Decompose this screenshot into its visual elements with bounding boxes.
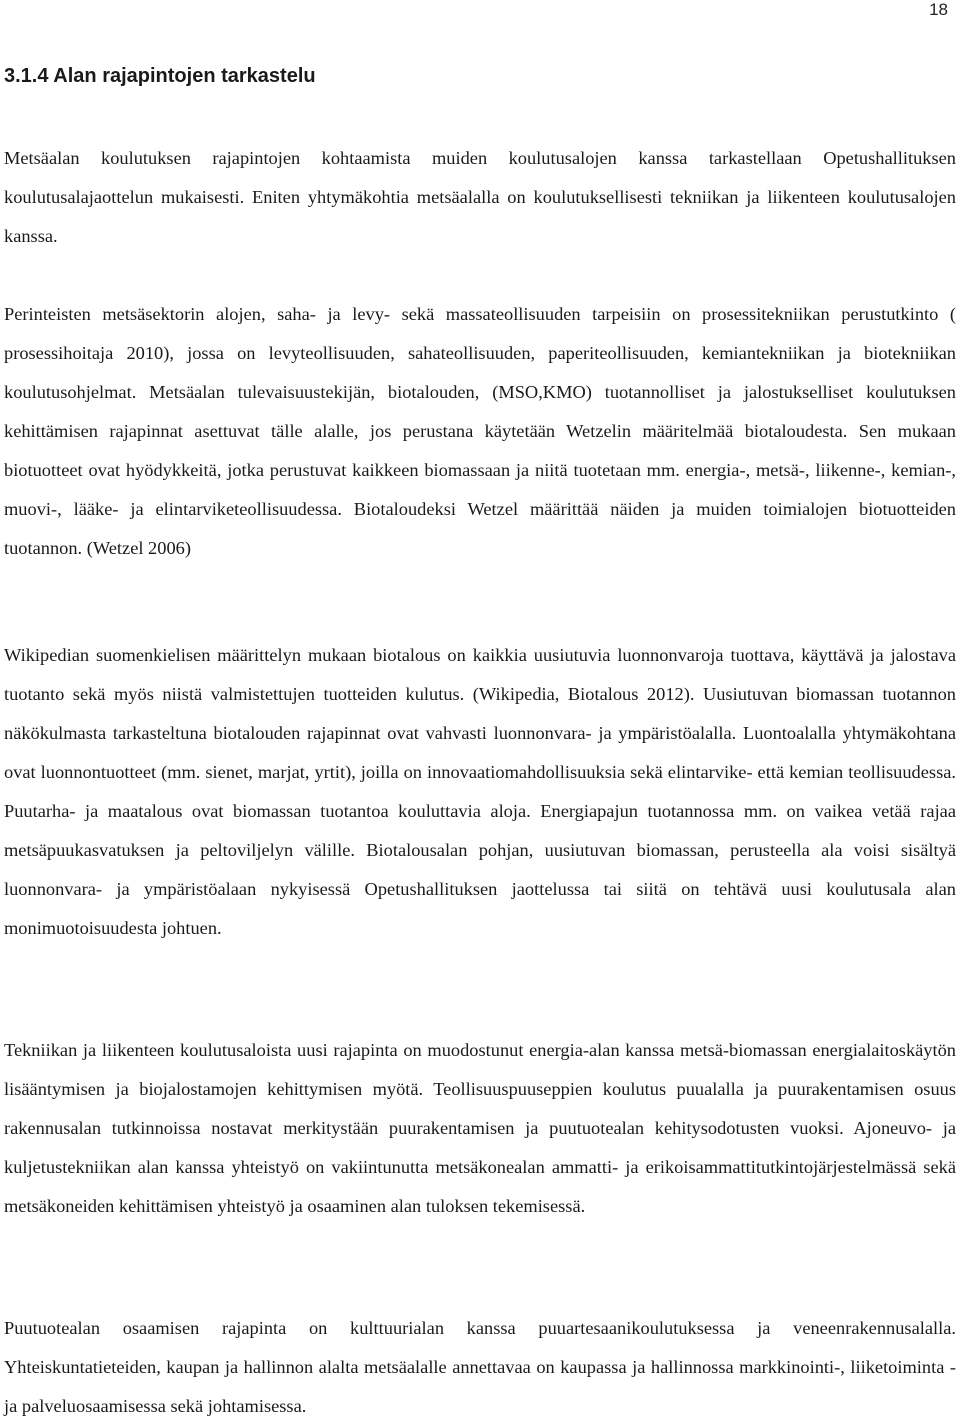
section-heading: 3.1.4 Alan rajapintojen tarkastelu (4, 65, 316, 87)
paragraph-interfaces-intro: Metsäalan koulutuksen rajapintojen kohtaamista muiden koulutusalojen kanssa tarkastellaan Opetushallituksen koulutusalajaottelun mukaisesti. Eniten yhtymäkohtia metsäalalla on koulutuksellisesti tekniikan ja liikenteen koulutusalojen kanssa. (4, 148, 956, 246)
paragraph-wood-products-culture: Puutuotealan osaamisen rajapinta on kulttuurialan kanssa puuartesaanikoulutuksessa ja veneenrakennusalalla. Yhteiskuntatieteiden, kaupan ja hallinnon alalta metsäalalle annettavaa on kaupassa ja hallinnossa markkinointi-, liiketoiminta -ja palveluosaamisessa sekä johtamisessa. (4, 1318, 956, 1416)
paragraph-technology-transport: Tekniikan ja liikenteen koulutusaloista uusi rajapinta on muodostunut energia-alan kanssa metsä-biomassan energialaitoskäytön lisääntymisen ja biojalostamojen kehittymisen myötä. Teollisuuspuuseppien koulutus puualalla ja puurakentamisen osuus rakennusalan tutkinnoissa nostavat merkitystään puurakentamisen ja puutuotealan kehitysodotusten vuoksi. Ajoneuvo- ja kuljetustekniikan alan kanssa yhteistyö on vakiintunutta metsäkonealan ammatti- ja erikoisammattitutkintojärjestelmässä sekä metsäkoneiden kehittämisen yhteistyö ja osaaminen alan tuloksen tekemisessä. (4, 1040, 956, 1216)
paragraph-process-technology: Perinteisten metsäsektorin alojen, saha- ja levy- sekä massateollisuuden tarpeisiin on prosessitekniikan perustutkinto ( prosessihoitaja 2010), jossa on levyteollisuuden, sahateollisuuden, paperiteollisuuden, kemiantekniikan ja biotekniikan koulutusohjelmat. Metsäalan tulevaisuustekijän, biotalouden, (MSO,KMO) tuotannolliset ja jalostukselliset koulutuksen kehittämisen rajapinnat asettuvat tälle alalle, jos perustana käytetään Wetzelin määritelmää biotaloudesta. Sen mukaan biotuotteet ovat hyödykkeitä, jotka perustuvat kaikkeen biomassaan ja niitä tuotetaan mm. energia-, metsä-, liikenne-, kemian-, muovi-, lääke- ja elintarviketeollisuudessa. Biotaloudeksi Wetzel määrittää näiden ja muiden toimialojen biotuotteiden tuotannon. (Wetzel 2006) (4, 304, 956, 558)
page-number: 18 (929, 0, 948, 19)
paragraph-bioeconomy-definition: Wikipedian suomenkielisen määrittelyn mukaan biotalous on kaikkia uusiutuvia luonnonvaroja tuottava, käyttävä ja jalostava tuotanto sekä myös niistä valmistettujen tuotteiden kulutus. (Wikipedia, Biotalous 2012). Uusiutuvan biomassan tuotannon näkökulmasta tarkasteltuna biotalouden rajapinnat ovat vahvasti luonnonvara- ja ympäristöalalla. Luontoalalla yhtymäkohtana ovat luonnontuotteet (mm. sienet, marjat, yrtit), joilla on innovaatiomahdollisuuksia sekä elintarvike- että kemian teollisuudessa. Puutarha- ja maatalous ovat biomassan tuotantoa kouluttavia aloja. Energiapajun tuotannossa mm. on vaikea vetää rajaa metsäpuukasvatuksen ja peltoviljelyn välille. Biotalousalan pohjan, uusiutuvan biomassan, perusteella ala voisi sisältyä luonnonvara- ja ympäristöalaan nykyisessä Opetushallituksen jaottelussa tai siitä on tehtävä uusi koulutusala alan monimuotoisuudesta johtuen. (4, 645, 956, 938)
